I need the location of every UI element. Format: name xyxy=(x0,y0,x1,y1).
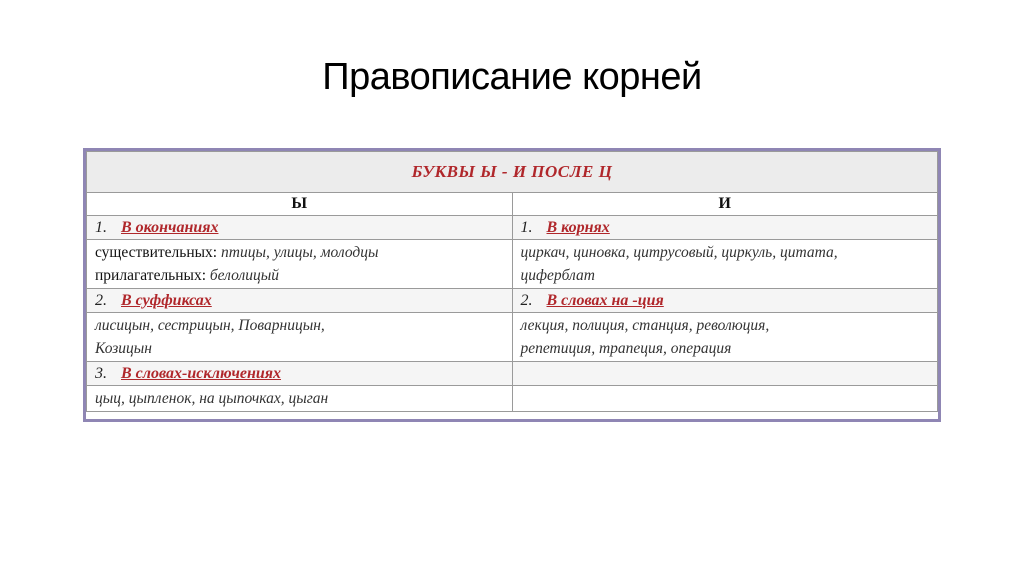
left-section-3-heading xyxy=(87,362,513,386)
column-letters-row xyxy=(87,193,938,216)
section-row-3 xyxy=(87,362,938,386)
right-section-2-content xyxy=(512,313,938,362)
example-words: Козицын xyxy=(95,340,152,357)
section-number: 1. xyxy=(520,218,533,236)
example-words: белолицый xyxy=(209,267,279,284)
section-number: 2. xyxy=(520,291,533,309)
section-number: 1. xyxy=(95,218,107,236)
section-row-1 xyxy=(87,216,938,240)
slide-title: Правописание корней xyxy=(322,56,702,98)
rules-table xyxy=(83,148,941,422)
column-header-y: Ы xyxy=(87,193,513,216)
section-title: В корнях xyxy=(546,218,610,236)
content-label: прилагательных: xyxy=(95,267,207,284)
example-words: цыц, цыпленок, на цыпочках, цыган xyxy=(95,390,329,407)
table-header-row xyxy=(87,152,938,193)
left-section-1-heading xyxy=(87,216,513,240)
section-number: 2. xyxy=(95,291,107,309)
example-words: циркач, циновка, цитрусовый, циркуль, цитата, xyxy=(520,244,838,261)
rules-table-grid xyxy=(86,151,938,412)
right-section-1-heading xyxy=(512,216,938,240)
content-row-1 xyxy=(87,240,938,289)
section-title: В словах на -ция xyxy=(546,291,664,309)
content-line xyxy=(95,241,504,264)
right-section-2-heading xyxy=(512,289,938,313)
right-section-3-empty xyxy=(512,362,938,386)
left-section-2-content xyxy=(87,313,513,362)
section-number: 3. xyxy=(95,364,107,382)
column-header-i: И xyxy=(512,193,938,216)
left-section-2-heading xyxy=(87,289,513,313)
content-label: существительных: xyxy=(95,244,218,261)
section-title: В суффиксах xyxy=(121,291,212,309)
example-words: птицы, улицы, молодцы xyxy=(221,244,379,261)
example-words: репетиция, трапеция, операция xyxy=(520,340,732,357)
example-words: циферблат xyxy=(520,267,595,284)
example-words: лисицын, сестрицын, Поварницын, xyxy=(95,317,325,334)
content-row-3 xyxy=(87,386,938,412)
right-section-1-content xyxy=(512,240,938,289)
section-title: В окончаниях xyxy=(121,218,219,236)
section-title: В словах-исключениях xyxy=(121,364,281,382)
right-section-3-content-empty xyxy=(512,386,938,412)
table-header: БУКВЫ Ы - И ПОСЛЕ Ц xyxy=(87,152,938,193)
left-section-1-content xyxy=(87,240,513,289)
left-section-3-content xyxy=(87,386,513,412)
content-row-2 xyxy=(87,313,938,362)
section-row-2 xyxy=(87,289,938,313)
example-words: лекция, полиция, станция, революция, xyxy=(520,317,770,334)
content-line xyxy=(95,264,504,287)
